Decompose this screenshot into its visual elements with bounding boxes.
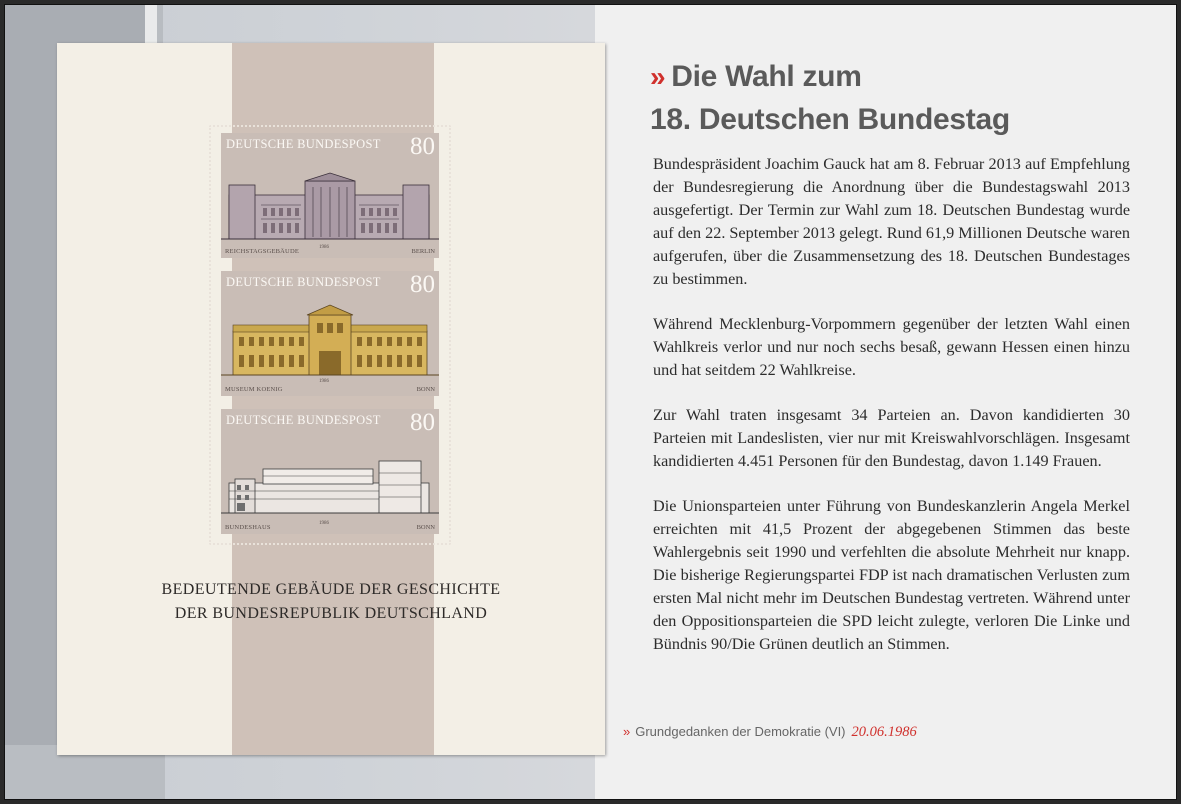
paragraph: Die Unionsparteien unter Führung von Bundeskanzlerin Angela Merkel erreichten mit 41,5 Prozent der abgegebenen Stimmen das beste Wahlergebnis seit 1990 und verfehlten die absolute Mehrheit nur knapp. Die bisherige Regierungspartei FDP ist nach dramatischen Verlusten zum ersten Mal nicht mehr im Deutschen Bundestag vertreten. Während unter den Oppositionsparteien die SPD leicht zulegte, verloren Die Linke und Bündnis 90/Die Grünen deutlich an Stimmen. bbox=[653, 497, 1130, 653]
stamp-value: 80 bbox=[410, 133, 435, 160]
stamp-caption-building: REICHSTAGSGEBÄUDE bbox=[225, 248, 300, 255]
stamp-header: DEUTSCHE BUNDESPOST bbox=[226, 137, 381, 151]
stamp-reichstag bbox=[221, 133, 439, 258]
stamp-header: DEUTSCHE BUNDESPOST bbox=[226, 275, 381, 289]
stamp-year: 1986 bbox=[319, 521, 329, 526]
paragraph: Bundespräsident Joachim Gauck hat am 8. Februar 2013 auf Empfehlung der Bundesregierung die Anordnung über die Bundestagswahl 2013 ausgefertigt. Der Termin zur Wahl zum 18. Deutschen Bundestag wurde auf den 22. September 2013 gelegt. Rund 61,9 Millionen Deutsche waren aufgerufen, über die Zusammensetzung des 18. Deutschen Bundestages zu bestimmen. bbox=[653, 155, 1130, 288]
chevron-right-icon: » bbox=[623, 724, 631, 739]
stamp-caption-city: BERLIN bbox=[411, 248, 435, 255]
stamp-value: 80 bbox=[410, 271, 435, 298]
issue-series-label: Grundgedanken der Demokratie (VI) bbox=[635, 724, 846, 739]
headline-line-1: Die Wahl zum bbox=[671, 60, 862, 93]
article-headline bbox=[650, 55, 1150, 141]
sheet-caption-line-2: DER BUNDESREPUBLIK DEUTSCHLAND bbox=[174, 605, 488, 622]
sheet-caption-line-1: BEDEUTENDE GEBÄUDE DER GESCHICHTE bbox=[161, 581, 501, 598]
issue-reference bbox=[623, 724, 917, 741]
stamp-caption-building: MUSEUM KOENIG bbox=[225, 386, 283, 393]
stamp-year: 1986 bbox=[319, 245, 329, 250]
stamp-caption-building: BUNDESHAUS bbox=[225, 524, 271, 531]
paragraph: Während Mecklenburg-Vorpommern gegenüber der letzten Wahl einen Wahlkreis verlor und nur noch sechs besaß, gewann Hessen einen hinzu und hat seitdem 22 Wahlkreise. bbox=[653, 314, 1130, 379]
stamp-header: DEUTSCHE BUNDESPOST bbox=[226, 413, 381, 427]
stamp-caption-city: BONN bbox=[416, 524, 435, 531]
stamp-museum-koenig bbox=[221, 271, 439, 396]
chevron-right-icon: » bbox=[650, 61, 666, 92]
souvenir-sheet bbox=[57, 43, 605, 755]
album-page bbox=[4, 4, 1177, 800]
stamp-year: 1986 bbox=[319, 379, 329, 384]
stamp-block bbox=[209, 125, 451, 545]
issue-date: 20.06.1986 bbox=[851, 724, 917, 740]
article-body bbox=[653, 153, 1130, 678]
stamp-caption-city: BONN bbox=[416, 386, 435, 393]
paragraph: Zur Wahl traten insgesamt 34 Parteien an. Davon kandidierten 30 Parteien mit Landeslisten, vier nur mit Kreiswahlvorschlägen. Insgesamt kandidierten 4.451 Personen für den Bundestag, davon 1.149 Frauen. bbox=[653, 406, 1130, 470]
stamp-value: 80 bbox=[410, 409, 435, 436]
stamp-bundeshaus bbox=[221, 409, 439, 534]
headline-line-2: 18. Deutschen Bundestag bbox=[650, 103, 1010, 136]
